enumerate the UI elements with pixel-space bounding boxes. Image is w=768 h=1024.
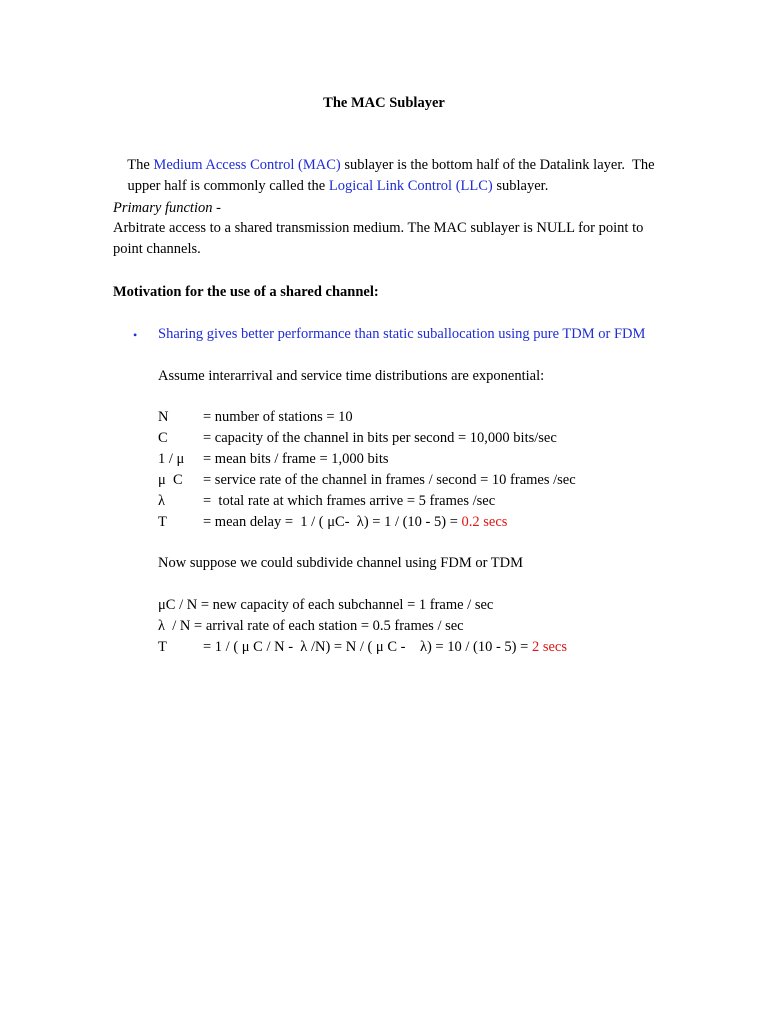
assumption-text: Assume interarrival and service time distributions are exponential: [158, 368, 545, 384]
subchannel-capacity-line: μC / N = new capacity of each subchannel = 1 frame / sec [158, 597, 494, 613]
definition-text: = capacity of the channel in bits per second = 10,000 bits/sec [203, 430, 557, 446]
mean-delay-definition [203, 512, 507, 532]
definition-text: = total rate at which frames arrive = 5 frames /sec [203, 493, 496, 509]
mac-link[interactable]: Medium Access Control (MAC) [153, 157, 341, 173]
definition-text: = mean delay = 1 / ( μC- λ) = 1 / (10 - 5) = [203, 514, 462, 530]
definition-text: = 1 / ( μ C / N - λ /N) = N / ( μ C - λ) = 10 / (10 - 5) = [203, 639, 532, 655]
llc-link[interactable]: Logical Link Control (LLC) [328, 178, 493, 194]
intro-text: The [127, 157, 154, 173]
definition-text: = number of stations = 10 [203, 409, 353, 425]
station-arrival-rate-line: λ / N = arrival rate of each station = 0.5 frames / sec [158, 618, 464, 634]
intro-text: sublayer. [492, 178, 549, 194]
definition-symbol: λ [158, 493, 166, 509]
primary-function-line-1: Arbitrate access to a shared transmission medium. The MAC sublayer is NULL for point to [113, 220, 644, 236]
bullet-marker: • [133, 328, 138, 342]
primary-function-heading: Primary function - [113, 200, 221, 216]
definition-text: = service rate of the channel in frames / second = 10 frames /sec [203, 472, 576, 488]
definition-symbol: T [158, 514, 167, 530]
page-title: The MAC Sublayer [323, 95, 445, 111]
definition-symbol: N [158, 409, 169, 425]
bullet-text: Sharing gives better performance than static suballocation using pure TDM or FDM [158, 326, 646, 342]
subdivide-text: Now suppose we could subdivide channel using FDM or TDM [158, 555, 524, 571]
intro-text: sublayer is the bottom half of the Datalink layer. The [340, 157, 655, 173]
primary-function-line-2: point channels. [113, 241, 201, 257]
motivation-heading: Motivation for the use of a shared channel: [113, 284, 379, 300]
subdivided-delay-highlight: 2 secs [531, 639, 567, 655]
definition-symbol: C [158, 430, 168, 446]
definition-symbol: μ C [158, 472, 183, 488]
definition-symbol: 1 / μ [158, 451, 185, 467]
subdivided-delay-line [203, 637, 567, 657]
delay-result-highlight: 0.2 secs [461, 514, 508, 530]
definition-symbol: T [158, 639, 167, 655]
intro-text: upper half is commonly called the [127, 178, 329, 194]
definition-text: = mean bits / frame = 1,000 bits [203, 451, 389, 467]
